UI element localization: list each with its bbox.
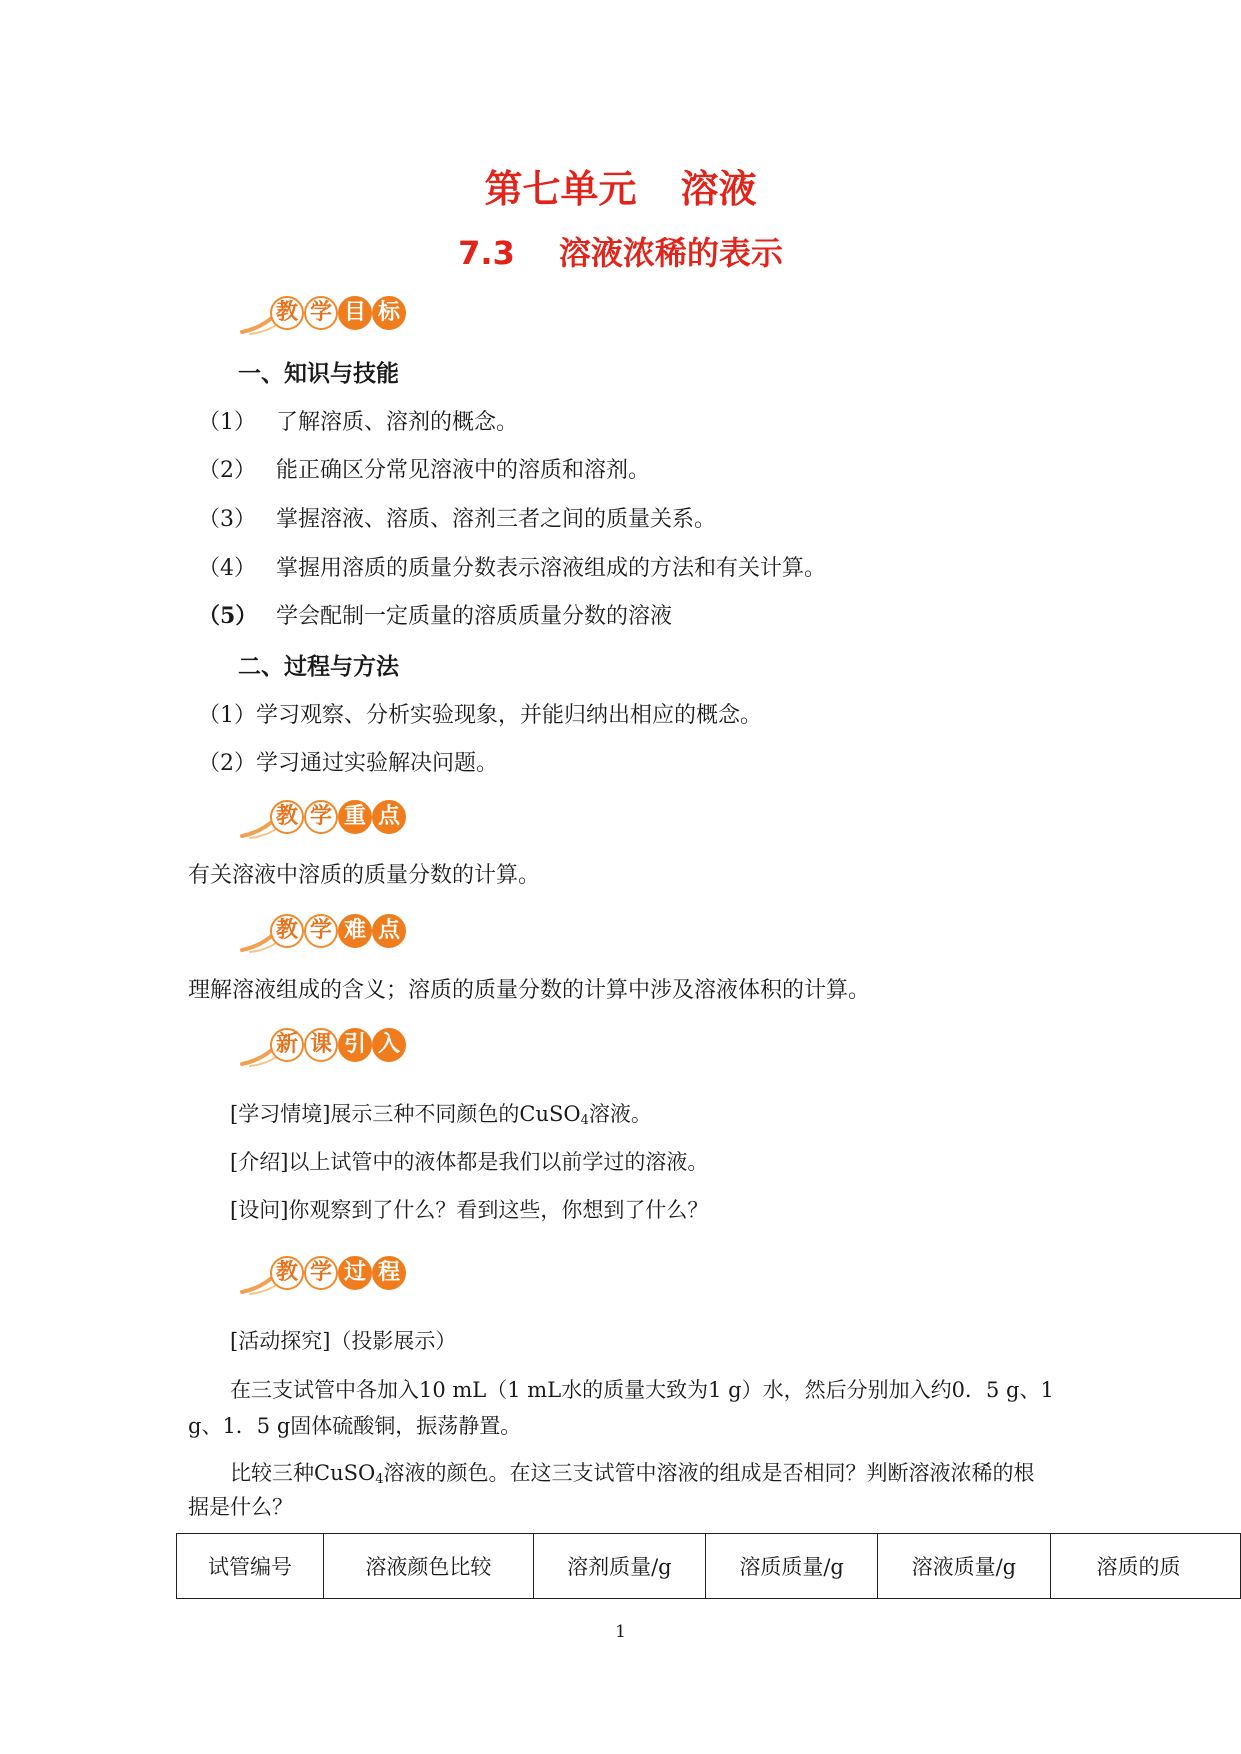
section-number: 7.3: [458, 234, 515, 272]
badge-char: 学: [304, 914, 338, 948]
compare-text: 比较三种CuSO: [230, 1461, 376, 1485]
badge-char: 学: [304, 1256, 338, 1290]
method-item: （1）学习观察、分析实验现象，并能归纳出相应的概念。: [198, 703, 762, 728]
subscript: 4: [580, 1113, 589, 1128]
badge-key-points: [240, 796, 410, 840]
badge-char: 重: [338, 800, 372, 834]
introduction-line: [介绍]以上试管中的液体都是我们以前学过的溶液。: [230, 1150, 709, 1174]
compare-line-1: [230, 1457, 1034, 1487]
experiment-line-2: g、1．5 g固体硫酸铜，振荡静置。: [188, 1414, 522, 1438]
key-points-text: 有关溶液中溶质的质量分数的计算。: [188, 863, 541, 888]
badge-new-lesson-intro: [240, 1024, 410, 1068]
learning-situation: [230, 1098, 652, 1128]
item-text: 学会配制一定质量的溶质质量分数的溶液: [276, 604, 673, 629]
badge-char: 难: [338, 914, 372, 948]
badge-char: 课: [304, 1028, 338, 1062]
badge-char: 学: [304, 296, 338, 330]
badge-char: 学: [304, 800, 338, 834]
unit-title: [0, 158, 1241, 213]
badge-char: 教: [270, 296, 304, 330]
table-header-cell: 溶液质量/g: [878, 1534, 1050, 1599]
section-title: [0, 228, 1241, 274]
badge-teaching-process: [240, 1252, 410, 1296]
knowledge-item: [198, 599, 672, 630]
badge-char: 入: [372, 1028, 406, 1062]
situation-text: 溶液。: [588, 1102, 652, 1126]
item-number: （4）: [198, 556, 256, 581]
knowledge-heading: 一、知识与技能: [238, 361, 399, 387]
item-number: （2）: [198, 458, 256, 483]
compare-line-2: 据是什么？: [188, 1495, 293, 1519]
knowledge-item: [198, 453, 650, 484]
test-tube-table: [176, 1533, 1241, 1599]
item-number: （1）: [198, 410, 256, 435]
method-item: （2）学习通过实验解决问题。: [198, 751, 498, 776]
difficulties-text: 理解溶液组成的含义；溶质的质量分数的计算中涉及溶液体积的计算。: [188, 978, 871, 1003]
badge-char: 目: [338, 296, 372, 330]
badge-char: 标: [372, 296, 406, 330]
question-line: [设问]你观察到了什么？看到这些，你想到了什么？: [230, 1198, 709, 1222]
unit-title-part-a: 第七单元: [484, 167, 637, 211]
experiment-line-1: 在三支试管中各加入10 mL（1 mL水的质量大致为1 g）水，然后分别加入约0．5 g、1: [230, 1378, 1054, 1402]
badge-char: 教: [270, 1256, 304, 1290]
badge-char: 点: [372, 914, 406, 948]
item-number: （3）: [198, 507, 256, 532]
badge-char: 教: [270, 800, 304, 834]
unit-title-part-b: 溶液: [680, 167, 757, 211]
badge-char: 教: [270, 914, 304, 948]
table-header-row: [177, 1534, 1241, 1599]
table-header-cell: 试管编号: [177, 1534, 324, 1599]
compare-text: 溶液的颜色。在这三支试管中溶液的组成是否相同？判断溶液浓稀的根: [383, 1461, 1035, 1485]
table-header-cell: 溶剂质量/g: [533, 1534, 705, 1599]
table-header-cell: 溶质的质: [1050, 1534, 1240, 1599]
page-number: 1: [615, 1622, 626, 1642]
knowledge-item: [198, 551, 826, 582]
situation-text: [学习情境]展示三种不同颜色的CuSO: [230, 1102, 581, 1126]
item-number: （5）: [198, 603, 258, 629]
item-text: 掌握用溶质的质量分数表示溶液组成的方法和有关计算。: [276, 556, 827, 581]
section-title-text: 溶液浓稀的表示: [558, 234, 783, 272]
badge-teaching-goals: [240, 292, 410, 336]
method-heading: 二、过程与方法: [238, 654, 399, 680]
badge-difficulties: [240, 910, 410, 954]
activity-line: [活动探究]（投影展示）: [230, 1329, 457, 1353]
badge-char: 过: [338, 1256, 372, 1290]
badge-char: 点: [372, 800, 406, 834]
item-text: 能正确区分常见溶液中的溶质和溶剂。: [276, 458, 651, 483]
table-header-cell: 溶液颜色比较: [324, 1534, 534, 1599]
knowledge-item: [198, 405, 518, 436]
badge-char: 引: [338, 1028, 372, 1062]
subscript: 4: [375, 1472, 384, 1487]
item-text: 了解溶质、溶剂的概念。: [276, 410, 519, 435]
badge-char: 程: [372, 1256, 406, 1290]
item-text: 掌握溶液、溶质、溶剂三者之间的质量关系。: [276, 507, 717, 532]
badge-char: 新: [270, 1028, 304, 1062]
table-header-cell: 溶质质量/g: [705, 1534, 877, 1599]
knowledge-item: [198, 502, 716, 533]
